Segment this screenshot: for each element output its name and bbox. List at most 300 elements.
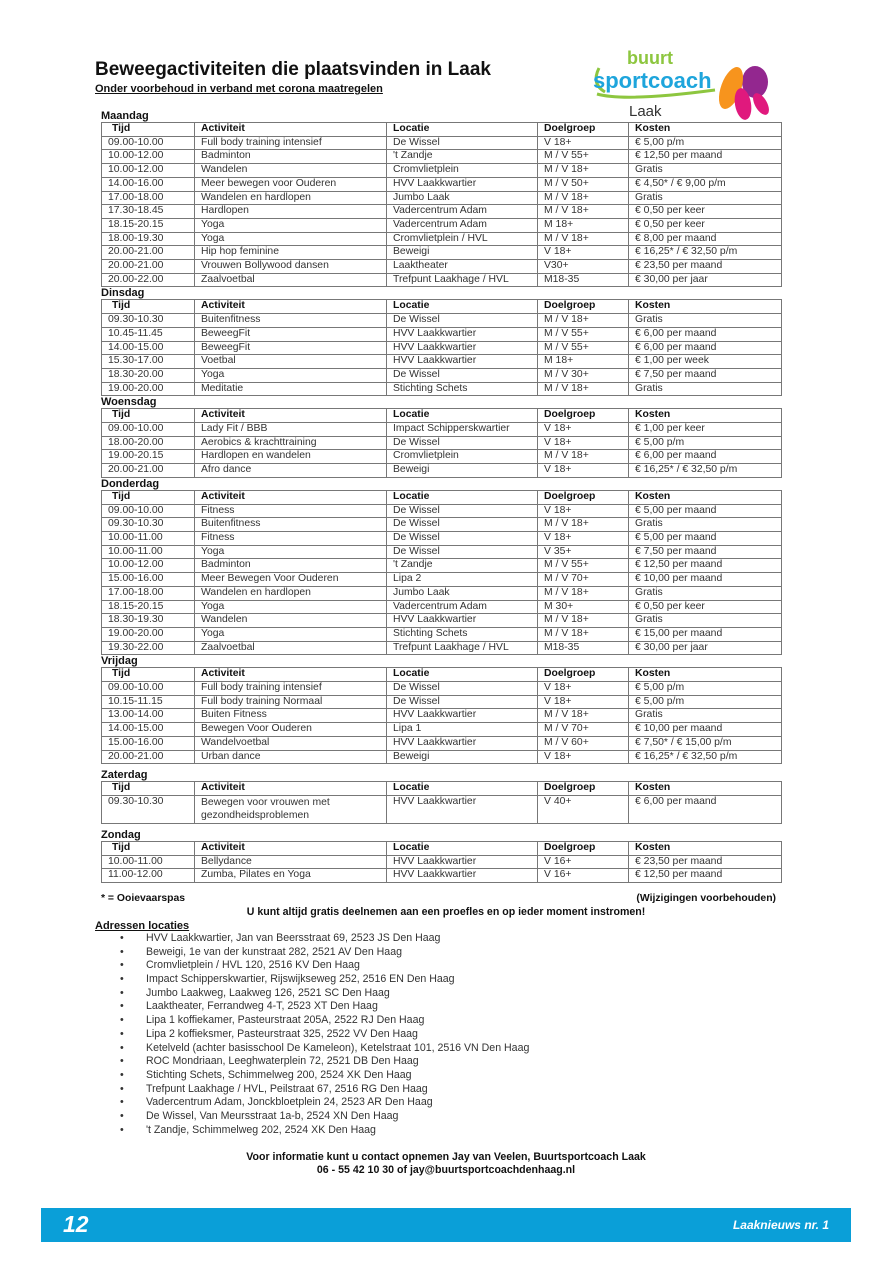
cost-cell: € 6,00 per maand [629, 327, 782, 341]
activity-cell: Aerobics & krachttraining [195, 436, 387, 450]
cost-cell: € 6,00 per maand [629, 795, 782, 823]
cost-cell: Gratis [629, 586, 782, 600]
table-row [102, 450, 782, 464]
table-header-row [102, 300, 782, 314]
activity-cell: Urban dance [195, 750, 387, 764]
time-cell: 18.15-20.15 [102, 218, 195, 232]
table-row [102, 273, 782, 287]
target-group-cell: M18-35 [538, 641, 629, 655]
trial-lesson-note: U kunt altijd gratis deelnemen aan een proefles en op ieder moment instromen! [246, 906, 646, 918]
schedule-table [101, 408, 782, 478]
time-cell: 09.00-10.00 [102, 682, 195, 696]
list-item [120, 932, 529, 946]
target-group-cell: M / V 18+ [538, 382, 629, 396]
location-cell: HVV Laakkwartier [387, 869, 538, 883]
column-header: Tijd [102, 490, 195, 504]
table-row [102, 573, 782, 587]
cost-cell: € 6,00 per maand [629, 341, 782, 355]
target-group-cell: M / V 18+ [538, 614, 629, 628]
cost-cell: € 5,00 p/m [629, 436, 782, 450]
time-cell: 13.00-14.00 [102, 709, 195, 723]
location-cell: De Wissel [387, 518, 538, 532]
table-row [102, 327, 782, 341]
column-header: Tijd [102, 123, 195, 137]
target-group-cell: M / V 55+ [538, 559, 629, 573]
cost-cell: € 5,00 per maand [629, 504, 782, 518]
cost-cell: Gratis [629, 164, 782, 178]
target-group-cell: V 18+ [538, 436, 629, 450]
day-label: Woensdag [101, 396, 157, 409]
bullet-icon: • [120, 945, 124, 958]
time-cell: 18.30-19.30 [102, 614, 195, 628]
location-cell: De Wissel [387, 436, 538, 450]
column-header: Tijd [102, 668, 195, 682]
table-row [102, 136, 782, 150]
column-header: Locatie [387, 300, 538, 314]
contact-line: Voor informatie kunt u contact opnemen Jay van Veelen, Buurtsportcoach Laak [246, 1151, 646, 1163]
table-row [102, 869, 782, 883]
list-item [120, 1055, 529, 1069]
cost-cell: € 30,00 per jaar [629, 641, 782, 655]
bullet-icon: • [120, 932, 124, 944]
column-header: Kosten [629, 668, 782, 682]
location-cell: Trefpunt Laakhage / HVL [387, 641, 538, 655]
target-group-cell: V 18+ [538, 750, 629, 764]
time-cell: 10.15-11.15 [102, 695, 195, 709]
cost-cell: € 16,25* / € 32,50 p/m [629, 464, 782, 478]
location-cell: De Wissel [387, 695, 538, 709]
list-item [120, 946, 529, 960]
time-cell: 09.30-10.30 [102, 518, 195, 532]
addresses-title: Adressen locaties [95, 920, 190, 932]
time-cell: 18.00-19.30 [102, 232, 195, 246]
target-group-cell: M / V 60+ [538, 736, 629, 750]
bullet-icon: • [120, 1041, 124, 1054]
time-cell: 15.00-16.00 [102, 736, 195, 750]
table-row [102, 600, 782, 614]
location-cell: HVV Laakkwartier [387, 614, 538, 628]
cost-cell: € 7,50 per maand [629, 368, 782, 382]
table-row [102, 627, 782, 641]
table-row [102, 586, 782, 600]
table-row [102, 368, 782, 382]
target-group-cell: M / V 18+ [538, 627, 629, 641]
target-group-cell: V 40+ [538, 795, 629, 823]
location-cell: HVV Laakkwartier [387, 177, 538, 191]
address-text: Trefpunt Laakhage / HVL, Peilstraat 67, 2516 RG Den Haag [146, 1082, 428, 1095]
table-row [102, 150, 782, 164]
activity-cell: Buitenfitness [195, 518, 387, 532]
cost-cell: € 15,00 per maand [629, 627, 782, 641]
address-text: Laaktheater, Ferrandweg 4-T, 2523 XT Den Haag [146, 1000, 378, 1013]
table-row [102, 614, 782, 628]
location-cell: HVV Laakkwartier [387, 327, 538, 341]
table-row [102, 531, 782, 545]
bullet-icon: • [120, 1027, 124, 1040]
activity-cell: Wandelen [195, 164, 387, 178]
activity-cell: Hip hop feminine [195, 246, 387, 260]
target-group-cell: M / V 18+ [538, 232, 629, 246]
location-cell: Laaktheater [387, 260, 538, 274]
page-title: Beweegactiviteiten die plaatsvinden in Laak [95, 59, 491, 80]
target-group-cell: V 16+ [538, 855, 629, 869]
column-header: Tijd [102, 409, 195, 423]
bullet-icon: • [120, 1123, 124, 1136]
column-header: Activiteit [195, 409, 387, 423]
table-row [102, 559, 782, 573]
column-header: Locatie [387, 841, 538, 855]
target-group-cell: V 18+ [538, 423, 629, 437]
list-item [120, 1110, 529, 1124]
activity-cell: Meer bewegen voor Ouderen [195, 177, 387, 191]
location-cell: De Wissel [387, 504, 538, 518]
table-header-row [102, 409, 782, 423]
list-item [120, 1028, 529, 1042]
address-text: Impact Schipperskwartier, Rijswijkseweg 252, 2516 EN Den Haag [146, 973, 455, 986]
addresses-list [120, 932, 529, 1137]
target-group-cell: M / V 18+ [538, 450, 629, 464]
cost-cell: € 16,25* / € 32,50 p/m [629, 246, 782, 260]
target-group-cell: M / V 18+ [538, 518, 629, 532]
time-cell: 10.00-11.00 [102, 545, 195, 559]
time-cell: 20.00-21.00 [102, 260, 195, 274]
time-cell: 17.00-18.00 [102, 586, 195, 600]
activity-cell: Wandelen en hardlopen [195, 586, 387, 600]
table-row [102, 341, 782, 355]
list-item [120, 1014, 529, 1028]
column-header: Doelgroep [538, 300, 629, 314]
address-text: Ketelveld (achter basisschool De Kameleon), Ketelstraat 101, 2516 VN Den Haag [146, 1041, 530, 1054]
day-label: Zondag [101, 828, 141, 841]
time-cell: 20.00-21.00 [102, 246, 195, 260]
cost-cell: € 10,00 per maand [629, 723, 782, 737]
cost-cell: € 6,00 per maand [629, 450, 782, 464]
activity-cell: Badminton [195, 559, 387, 573]
activity-cell: Vrouwen Bollywood dansen [195, 260, 387, 274]
activity-cell: Wandelen en hardlopen [195, 191, 387, 205]
activity-cell: Hardlopen [195, 205, 387, 219]
target-group-cell: M 18+ [538, 355, 629, 369]
cost-cell: € 1,00 per week [629, 355, 782, 369]
column-header: Locatie [387, 409, 538, 423]
activity-cell: Yoga [195, 627, 387, 641]
cost-cell: € 23,50 per maand [629, 855, 782, 869]
changes-reserved-note: (Wijzigingen voorbehouden) [636, 893, 776, 904]
schedule-table [101, 781, 782, 824]
time-cell: 18.00-20.00 [102, 436, 195, 450]
activity-cell: Wandelen [195, 614, 387, 628]
time-cell: 15.00-16.00 [102, 573, 195, 587]
target-group-cell: V30+ [538, 260, 629, 274]
cost-cell: Gratis [629, 382, 782, 396]
column-header: Tijd [102, 782, 195, 796]
table-row [102, 545, 782, 559]
target-group-cell: M / V 50+ [538, 177, 629, 191]
table-row [102, 464, 782, 478]
time-cell: 19.00-20.00 [102, 382, 195, 396]
column-header: Activiteit [195, 668, 387, 682]
list-item [120, 959, 529, 973]
table-row [102, 709, 782, 723]
activity-cell: Badminton [195, 150, 387, 164]
ooievaarspas-footnote: * = Ooievaarspas [101, 893, 186, 904]
activity-cell: Yoga [195, 232, 387, 246]
column-header: Tijd [102, 300, 195, 314]
column-header: Kosten [629, 782, 782, 796]
cost-cell: € 12,50 per maand [629, 150, 782, 164]
cost-cell: Gratis [629, 314, 782, 328]
activity-cell: Fitness [195, 504, 387, 518]
target-group-cell: V 16+ [538, 869, 629, 883]
time-cell: 14.00-15.00 [102, 723, 195, 737]
time-cell: 09.30-10.30 [102, 795, 195, 823]
location-cell: 't Zandje [387, 150, 538, 164]
location-cell: De Wissel [387, 531, 538, 545]
cost-cell: € 16,25* / € 32,50 p/m [629, 750, 782, 764]
time-cell: 17.30-18.45 [102, 205, 195, 219]
address-text: Vadercentrum Adam, Jonckbloetplein 24, 2523 AR Den Haag [146, 1096, 433, 1109]
time-cell: 10.00-12.00 [102, 559, 195, 573]
activity-cell: Zaalvoetbal [195, 641, 387, 655]
time-cell: 10.00-11.00 [102, 855, 195, 869]
cost-cell: Gratis [629, 518, 782, 532]
location-cell: Cromvlietplein [387, 164, 538, 178]
time-cell: 19.00-20.15 [102, 450, 195, 464]
activity-cell: Full body training intensief [195, 136, 387, 150]
location-cell: HVV Laakkwartier [387, 795, 538, 823]
page-number: 12 [63, 1211, 89, 1237]
address-text: Beweigi, 1e van der kunstraat 282, 2521 AV Den Haag [146, 945, 402, 958]
logo-text-laak: Laak [629, 103, 662, 120]
column-header: Activiteit [195, 123, 387, 137]
address-text: ROC Mondriaan, Leeghwaterplein 72, 2521 DB Den Haag [146, 1055, 419, 1068]
table-row [102, 423, 782, 437]
table-row [102, 218, 782, 232]
table-row [102, 504, 782, 518]
location-cell: De Wissel [387, 545, 538, 559]
activity-cell: Fitness [195, 531, 387, 545]
location-cell: HVV Laakkwartier [387, 855, 538, 869]
time-cell: 15.30-17.00 [102, 355, 195, 369]
column-header: Locatie [387, 490, 538, 504]
column-header: Locatie [387, 668, 538, 682]
time-cell: 19.00-20.00 [102, 627, 195, 641]
column-header: Kosten [629, 409, 782, 423]
target-group-cell: V 18+ [538, 464, 629, 478]
cost-cell: € 4,50* / € 9,00 p/m [629, 177, 782, 191]
time-cell: 09.30-10.30 [102, 314, 195, 328]
activity-cell: Voetbal [195, 355, 387, 369]
target-group-cell: M / V 70+ [538, 573, 629, 587]
schedule-table [101, 667, 782, 764]
location-cell: Vadercentrum Adam [387, 600, 538, 614]
table-row [102, 205, 782, 219]
address-text: 't Zandje, Schimmelweg 202, 2524 XK Den Haag [146, 1123, 376, 1136]
target-group-cell: M / V 30+ [538, 368, 629, 382]
cost-cell: € 23,50 per maand [629, 260, 782, 274]
column-header: Activiteit [195, 490, 387, 504]
cost-cell: € 0,50 per keer [629, 205, 782, 219]
bullet-icon: • [120, 1082, 124, 1095]
bullet-icon: • [120, 973, 124, 986]
table-row [102, 736, 782, 750]
time-cell: 14.00-15.00 [102, 341, 195, 355]
table-row [102, 246, 782, 260]
cost-cell: € 1,00 per keer [629, 423, 782, 437]
list-item [120, 1069, 529, 1083]
target-group-cell: M / V 18+ [538, 191, 629, 205]
location-cell: HVV Laakkwartier [387, 736, 538, 750]
location-cell: Stichting Schets [387, 382, 538, 396]
cost-cell: € 7,50* / € 15,00 p/m [629, 736, 782, 750]
table-row [102, 260, 782, 274]
bullet-icon: • [120, 1096, 124, 1109]
location-cell: Lipa 2 [387, 573, 538, 587]
cost-cell: € 10,00 per maand [629, 573, 782, 587]
issue-label: Laaknieuws nr. 1 [732, 1218, 829, 1232]
contact-phone-email: 06 - 55 42 10 30 of jay@buurtsportcoachdenhaag.nl [316, 1164, 576, 1176]
table-row [102, 436, 782, 450]
time-cell: 11.00-12.00 [102, 869, 195, 883]
time-cell: 17.00-18.00 [102, 191, 195, 205]
bullet-icon: • [120, 1000, 124, 1013]
location-cell: De Wissel [387, 682, 538, 696]
column-header: Tijd [102, 841, 195, 855]
table-row [102, 232, 782, 246]
time-cell: 20.00-22.00 [102, 273, 195, 287]
target-group-cell: M / V 55+ [538, 341, 629, 355]
column-header: Kosten [629, 123, 782, 137]
day-label: Dinsdag [101, 287, 145, 300]
bullet-icon: • [120, 1055, 124, 1068]
activity-cell: Yoga [195, 600, 387, 614]
schedule [101, 110, 781, 883]
address-text: Lipa 2 koffieksmer, Pasteurstraat 325, 2522 VV Den Haag [146, 1027, 418, 1040]
cost-cell: € 8,00 per maand [629, 232, 782, 246]
activity-cell: Yoga [195, 545, 387, 559]
table-header-row [102, 841, 782, 855]
day-label: Vrijdag [101, 655, 138, 668]
address-text: Jumbo Laakweg, Laakweg 126, 2521 SC Den Haag [146, 986, 390, 999]
column-header: Doelgroep [538, 409, 629, 423]
location-cell: Trefpunt Laakhage / HVL [387, 273, 538, 287]
table-row [102, 723, 782, 737]
target-group-cell: M 18+ [538, 218, 629, 232]
bullet-icon: • [120, 1068, 124, 1081]
logo-text-sportcoach: sportcoach [593, 68, 712, 93]
table-row [102, 382, 782, 396]
table-row [102, 518, 782, 532]
time-cell: 09.00-10.00 [102, 423, 195, 437]
cost-cell: Gratis [629, 709, 782, 723]
activity-cell: Lady Fit / BBB [195, 423, 387, 437]
column-header: Doelgroep [538, 668, 629, 682]
time-cell: 10.00-11.00 [102, 531, 195, 545]
list-item [120, 1000, 529, 1014]
location-cell: HVV Laakkwartier [387, 355, 538, 369]
location-cell: De Wissel [387, 368, 538, 382]
page-subtitle: Onder voorbehoud in verband met corona maatregelen [95, 83, 383, 95]
table-row [102, 177, 782, 191]
table-row [102, 191, 782, 205]
location-cell: De Wissel [387, 314, 538, 328]
time-cell: 10.45-11.45 [102, 327, 195, 341]
location-cell: Jumbo Laak [387, 586, 538, 600]
list-item [120, 1042, 529, 1056]
schedule-table [101, 122, 782, 287]
table-header-row [102, 782, 782, 796]
time-cell: 18.15-20.15 [102, 600, 195, 614]
location-cell: Stichting Schets [387, 627, 538, 641]
target-group-cell: M / V 18+ [538, 586, 629, 600]
address-text: Cromvlietplein / HVL 120, 2516 KV Den Haag [146, 959, 360, 972]
address-text: HVV Laakkwartier, Jan van Beersstraat 69, 2523 JS Den Haag [146, 932, 441, 944]
address-text: Stichting Schets, Schimmelweg 200, 2524 XK Den Haag [146, 1068, 412, 1081]
column-header: Activiteit [195, 300, 387, 314]
cost-cell: € 7,50 per maand [629, 545, 782, 559]
time-cell: 09.00-10.00 [102, 504, 195, 518]
cost-cell: € 5,00 p/m [629, 682, 782, 696]
schedule-table [101, 299, 782, 396]
location-cell: Jumbo Laak [387, 191, 538, 205]
activity-cell: Bewegen voor vrouwen met gezondheidsproblemen [195, 795, 387, 823]
target-group-cell: M / V 18+ [538, 709, 629, 723]
activity-cell: Yoga [195, 218, 387, 232]
cost-cell: € 30,00 per jaar [629, 273, 782, 287]
time-cell: 10.00-12.00 [102, 164, 195, 178]
table-row [102, 855, 782, 869]
schedule-table [101, 841, 782, 883]
bullet-icon: • [120, 1014, 124, 1027]
location-cell: Beweigi [387, 750, 538, 764]
list-item [120, 1124, 529, 1138]
target-group-cell: M / V 55+ [538, 327, 629, 341]
location-cell: Lipa 1 [387, 723, 538, 737]
table-row [102, 641, 782, 655]
time-cell: 14.00-16.00 [102, 177, 195, 191]
activity-cell: Buitenfitness [195, 314, 387, 328]
list-item [120, 987, 529, 1001]
location-cell: Cromvlietplein [387, 450, 538, 464]
table-row [102, 695, 782, 709]
cost-cell: Gratis [629, 614, 782, 628]
activity-cell: Zaalvoetbal [195, 273, 387, 287]
cost-cell: € 0,50 per keer [629, 218, 782, 232]
cost-cell: € 12,50 per maand [629, 869, 782, 883]
location-cell: Vadercentrum Adam [387, 218, 538, 232]
table-row [102, 314, 782, 328]
time-cell: 18.30-20.00 [102, 368, 195, 382]
column-header: Kosten [629, 841, 782, 855]
target-group-cell: M / V 18+ [538, 164, 629, 178]
address-text: Lipa 1 koffiekamer, Pasteurstraat 205A, 2522 RJ Den Haag [146, 1014, 425, 1027]
column-header: Activiteit [195, 841, 387, 855]
location-cell: 't Zandje [387, 559, 538, 573]
table-row [102, 355, 782, 369]
target-group-cell: M / V 18+ [538, 314, 629, 328]
bullet-icon: • [120, 986, 124, 999]
target-group-cell: M / V 70+ [538, 723, 629, 737]
target-group-cell: V 18+ [538, 531, 629, 545]
activity-cell: Full body training intensief [195, 682, 387, 696]
bullet-icon: • [120, 1109, 124, 1122]
cost-cell: € 5,00 p/m [629, 695, 782, 709]
list-item [120, 1083, 529, 1097]
column-header: Locatie [387, 123, 538, 137]
day-label: Zaterdag [101, 769, 148, 782]
column-header: Doelgroep [538, 841, 629, 855]
column-header: Locatie [387, 782, 538, 796]
